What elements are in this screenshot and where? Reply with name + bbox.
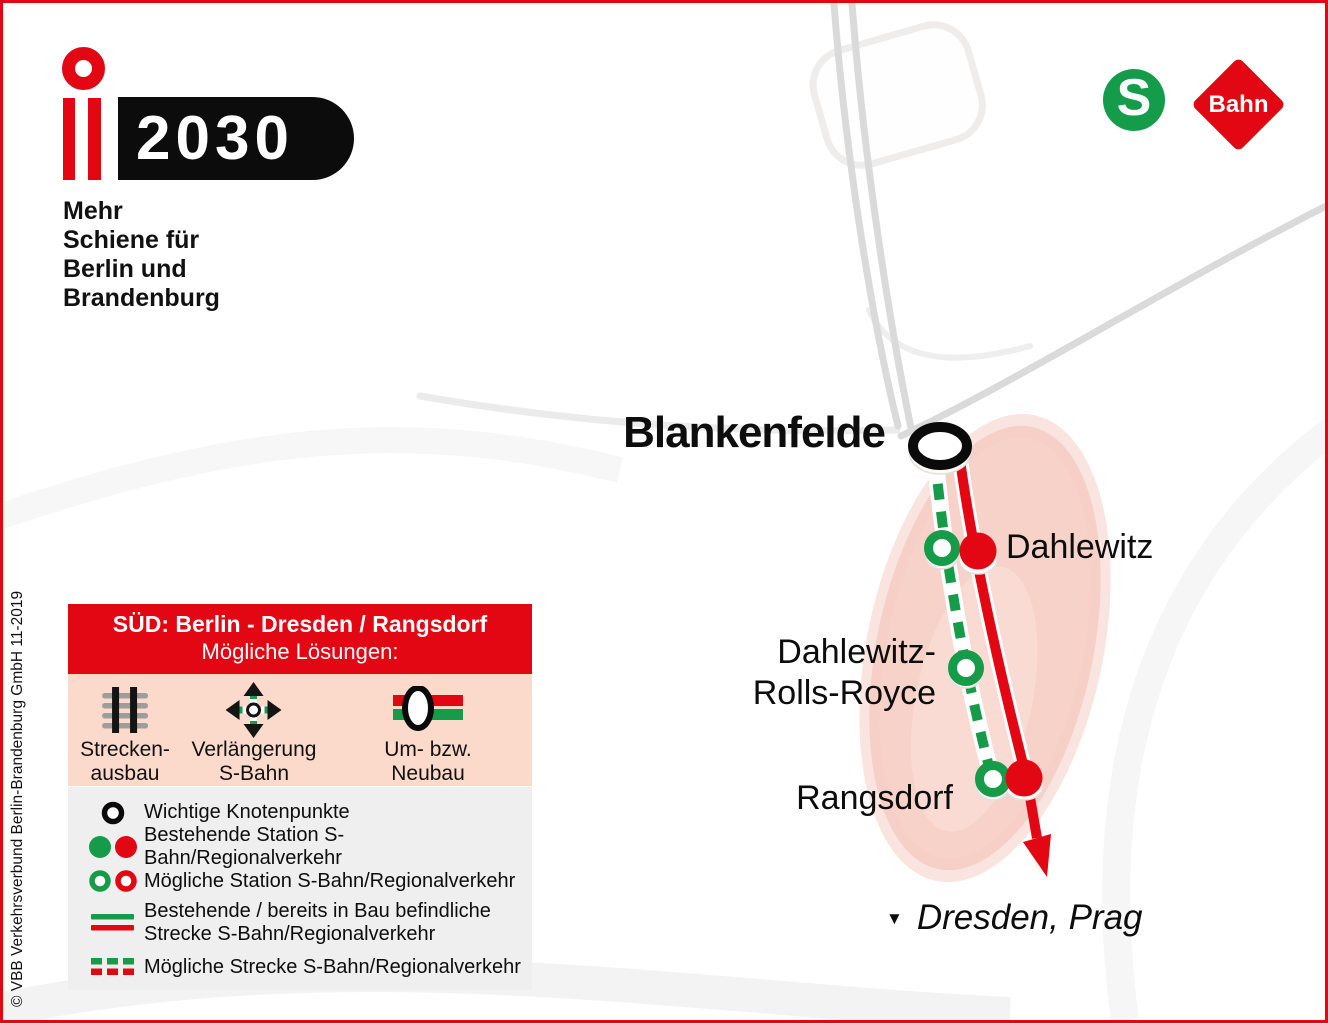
legend-row-existing-line xyxy=(82,898,532,948)
extension-arrows-icon xyxy=(192,684,317,736)
solution-label-line2: ausbau xyxy=(90,762,160,785)
legend-label: Mögliche Station S-Bahn/Regionalverkehr xyxy=(144,869,516,892)
legend-row-existing-station xyxy=(82,824,532,869)
tagline-line2: Berlin und Brandenburg xyxy=(63,255,220,312)
legend-label-line2: Strecke S-Bahn/Regionalverkehr xyxy=(144,923,436,945)
solution-label-line1: Verlängerung xyxy=(191,738,317,761)
possible-station-icon xyxy=(82,869,144,893)
solution-label-line2: S-Bahn xyxy=(218,762,290,785)
destination-label xyxy=(886,898,1143,938)
station-label-line2: Rolls-Royce xyxy=(752,674,936,712)
legend-box xyxy=(68,787,532,990)
brand-tagline xyxy=(63,197,220,313)
track-icon xyxy=(80,684,170,736)
solutions-box xyxy=(68,604,532,786)
tagline-line1: Mehr Schiene für xyxy=(63,197,200,254)
station-label-blankenfelde: Blankenfelde xyxy=(623,408,885,457)
legend-label: Mögliche Strecke S-Bahn/Regionalverkehr xyxy=(144,955,521,978)
solution-label xyxy=(80,738,170,786)
direction-triangle-icon: ▼ xyxy=(886,909,903,928)
legend-label xyxy=(144,900,491,946)
station-marker-blankenfelde xyxy=(913,427,967,465)
bahn-logo-label: Bahn xyxy=(1208,90,1269,118)
solution-sbahn-extension xyxy=(192,684,317,786)
destination-text: Dresden, Prag xyxy=(916,898,1143,937)
legend-label-line1: Bestehende / bereits in Bau befindliche xyxy=(144,900,491,922)
solution-track-upgrade xyxy=(80,684,170,786)
station-marker-dahlewitz-sbahn xyxy=(929,535,956,562)
boundary-shape xyxy=(805,16,991,174)
i2030-bar-icon xyxy=(63,98,75,180)
junction-ring-icon xyxy=(82,800,144,826)
possible-line-icon xyxy=(82,956,144,978)
existing-line-icon xyxy=(82,912,144,934)
station-label-dahlewitz-rolls-royce xyxy=(698,632,936,714)
station-label-rangsdorf: Rangsdorf xyxy=(796,779,953,817)
legend-label: Bestehende Station S-Bahn/Regionalverkehr xyxy=(144,824,345,869)
solutions-body xyxy=(68,674,532,786)
station-label-dahlewitz: Dahlewitz xyxy=(1006,528,1154,566)
existing-station-icon xyxy=(82,835,144,859)
legend-row-possible-line xyxy=(82,948,532,986)
solution-label-line1: Strecken- xyxy=(80,738,170,761)
i2030-ring-icon xyxy=(62,47,105,90)
station-marker-rangsdorf-regional xyxy=(1006,760,1043,797)
sbahn-logo xyxy=(1103,69,1165,131)
legend-row-possible-station xyxy=(82,864,532,898)
solutions-header xyxy=(68,604,532,674)
sbahn-letter: S xyxy=(1116,69,1152,127)
i2030-number: 2030 xyxy=(136,103,294,173)
dresden-arrow-head xyxy=(1023,834,1051,877)
solutions-subtitle: Mögliche Lösungen: xyxy=(201,639,399,664)
i2030-number-pill xyxy=(118,97,354,180)
copyright-text: © VBB Verkehrsverbund Berlin-Brandenburg GmbH 11-2019 xyxy=(9,590,26,1007)
station-rebuild-icon xyxy=(376,684,480,736)
solution-label-line1: Um- bzw. Neubau xyxy=(384,738,472,785)
station-label-line1: Dahlewitz- xyxy=(777,633,936,671)
station-marker-dahlewitz-regional xyxy=(960,533,997,570)
legend-label: Wichtige Knotenpunkte xyxy=(144,801,350,823)
solutions-title: SÜD: Berlin - Dresden / Rangsdorf xyxy=(112,611,488,637)
station-marker-rangsdorf-sbahn xyxy=(980,766,1007,793)
solution-label xyxy=(192,738,317,786)
station-marker-rolls-royce-sbahn xyxy=(953,655,980,682)
i2030-bar-icon xyxy=(88,98,101,180)
